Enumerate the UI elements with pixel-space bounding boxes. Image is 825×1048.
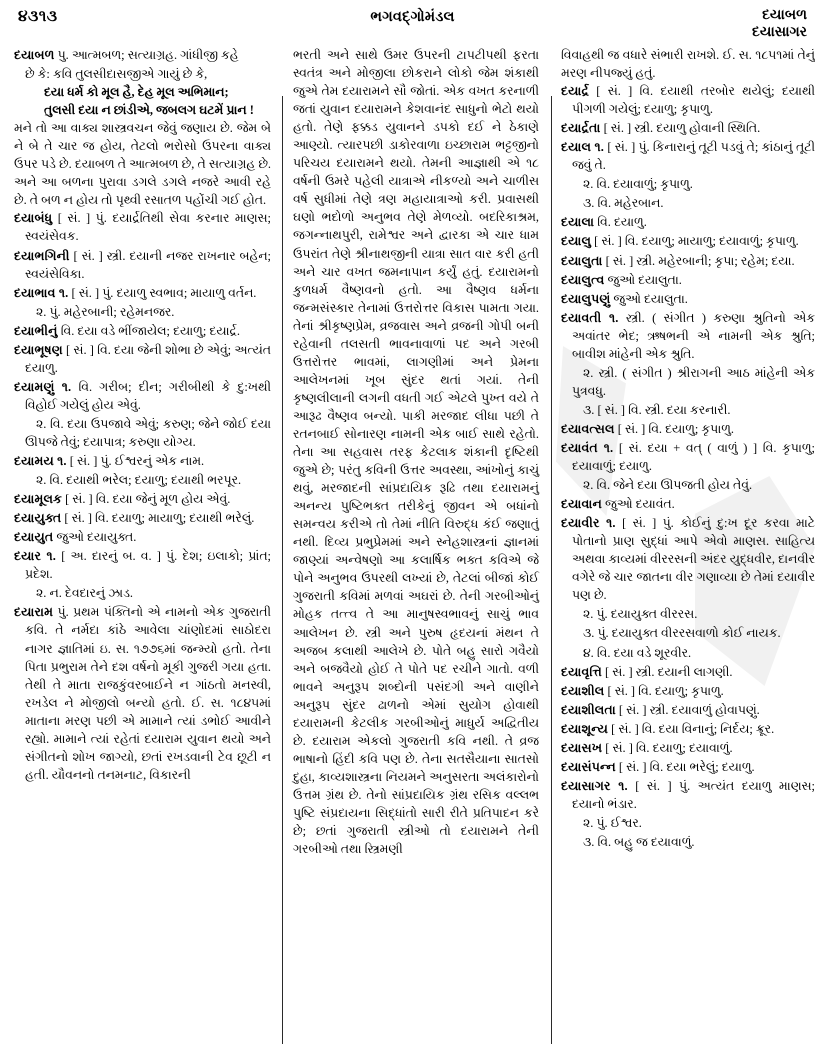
entry-headword[interactable]: દયાશૂન્ય: [561, 721, 609, 736]
entry-headword[interactable]: દયાલુ: [561, 234, 592, 249]
entry-headword[interactable]: દયાવાન: [561, 497, 602, 512]
dictionary-column-3: [550, 46, 815, 1048]
entry-headword[interactable]: દયાભગિની: [14, 248, 70, 263]
entry-definition: [ સં. ] વિ. દયા ભરેલું; દયાળુ.: [615, 759, 755, 774]
entry-headword[interactable]: દયામણું ૧.: [14, 379, 72, 394]
entry-headword[interactable]: દયારામ: [14, 605, 54, 620]
entry-definition: [ સં. ] વિ. દયા વિનાનું; નિર્દય; ક્રૂર.: [608, 721, 775, 736]
entry-sense: ૩. વિ. મહેરબાન.: [583, 196, 664, 211]
dictionary-entry: [561, 309, 815, 363]
entry-headword[interactable]: દયાયુત: [14, 530, 54, 545]
entry-definition: વિ. દયા વડે ભીંજાયેલ; દયાળુ; દયાર્દ્ર.: [57, 323, 240, 338]
dictionary-entry: [14, 322, 271, 340]
entry-headword[interactable]: દયાસંપન્ન: [561, 759, 616, 774]
entry-definition: [ સં. ] સ્ત્રી. દયાળુ હોવાની સ્થિતિ.: [600, 121, 761, 136]
dictionary-entry: [14, 209, 271, 245]
dictionary-entry: [14, 452, 271, 470]
dictionary-entry: [14, 284, 271, 302]
entry-sense: ૨. પું. મહેરબાની; રહેમનજર.: [36, 304, 175, 319]
guide-word-first: દયાબળ: [762, 8, 807, 23]
dictionary-entry: [561, 119, 815, 137]
entry-verse-line: તુલસી દયા ન છાંડીએ, જબલગ ઘટમેં પ્રાન !: [44, 103, 254, 118]
entry-headword[interactable]: દયાબંધુ: [14, 211, 53, 226]
entry-definition: જુઓ દયાયુક્ત.: [53, 530, 137, 545]
dictionary-entry: [14, 509, 271, 527]
dictionary-entry: [14, 490, 271, 508]
entry-citation-intro: છે કે: કવિ તુલસીદાસજીએ ગાયું છે કે,: [25, 67, 208, 82]
dictionary-entry: [14, 341, 271, 377]
entry-definition: [ સં. ] પું. દયાર્દ્રતિથી સેવા કરનાર માણસ; સ્વયંસેવક.: [25, 211, 271, 244]
entry-definition: [ સં. ] વિ. દયાળુ; માયાળુ; દયાવાળું; કૃપાળુ.: [591, 234, 799, 249]
entry-sense: ૨. પું. દયાયુક્ત વીરરસ.: [583, 607, 698, 622]
dictionary-entry: [561, 252, 815, 270]
entry-sense: ૪. વિ. દયા વડે શૂરવીર.: [583, 645, 692, 660]
entry-definition: [ સં. ] વિ. દયાળુ; માયાળુ; દયાથી ભરેલું.: [61, 511, 255, 526]
dictionary-column-1: [14, 46, 282, 1048]
entry-headword[interactable]: દયાભૂષણ: [14, 342, 63, 357]
entry-headword[interactable]: દયાવતી ૧.: [561, 310, 619, 325]
entry-sense: ૩. [ સં. ] વિ. સ્ત્રી. દયા કરનારી.: [583, 402, 731, 417]
dictionary-entry: [561, 758, 815, 776]
entry-sense: ૨. વિ. દયાથી ભરેલ; દયાળુ; દયાથી ભરપૂર.: [36, 473, 242, 488]
entry-prose: મને તો આ વાક્ય શાસ્ત્રવચન જેવું જણાય છે. જેમ બે ને બે તે ચાર જ હોય, તેટલો ભરોસો ઉપરના વાક્ય ઉપર પડે છે. દયાબળ તે આત્મબળ છે, તે સત્યાગ્રહ છે. અને આ બળના પુરાવા ડગલે ડગલે નજરે આવી રહે છે. તે બળ ન હોય તો પૃથ્વી રસાતળ પહોંચી ગઈ હોત.: [14, 121, 271, 208]
dictionary-entry: [561, 682, 815, 700]
entry-sense: ૨. વિ. જેને દયા ઊપજતી હોય તેવું.: [583, 478, 753, 493]
entry-definition: [ સં. ] પું. કિનારાનું તૂટી પડવું તે; કાંઠાનું તૂટી જવું તે.: [572, 140, 815, 173]
dictionary-entry: [561, 777, 815, 813]
entry-headword[interactable]: દયાલુત્વ: [561, 272, 605, 287]
dictionary-entry: [561, 495, 815, 513]
entry-headword[interactable]: દયાભાવ ૧.: [14, 285, 69, 300]
dictionary-entry: [561, 271, 815, 289]
entry-definition: [ સં. ] પું. ઈશ્વરનું એક નામ.: [66, 454, 205, 469]
entry-headword[interactable]: દયાલુપણું: [561, 291, 611, 306]
entry-headword[interactable]: દયાબળ: [14, 48, 55, 62]
page-columns: [0, 46, 825, 1048]
entry-definition: [ અ. દારનું બ. વ. ] પું. દેશ; ઇલાકો; પ્રાંત; પ્રદેશ.: [25, 549, 271, 582]
dictionary-entry: [561, 701, 815, 719]
entry-definition: [ સં. ] વિ. દયાળુ; દયાવાળું.: [602, 740, 733, 755]
page-running-head: [0, 0, 825, 46]
entry-headword[interactable]: દયાલ ૧.: [561, 140, 605, 155]
dictionary-entry: [561, 420, 815, 438]
entry-headword[interactable]: દયાલા: [561, 215, 595, 230]
entry-headword[interactable]: દયાયુક્ત: [14, 511, 62, 526]
entry-sense: ૨. વિ. દયાવાળું; કૃપાળુ.: [583, 177, 693, 192]
entry-sense: ૨. પું. ઈશ્વર.: [583, 815, 642, 830]
entry-headword[interactable]: દયાર્દ્ર: [561, 84, 590, 99]
entry-definition: [ સં. ] પું. દયાળુ સ્વભાવ; માયાળુ વર્તન.: [68, 285, 257, 300]
page-number: ૪૩૧૩: [18, 8, 58, 25]
entry-definition: જુઓ દયાવંત.: [601, 497, 675, 512]
guide-word-last: દયાસાગર: [752, 25, 807, 41]
entry-headword[interactable]: દયાભીનું: [14, 323, 58, 338]
entry-definition: પુ. આત્મબળ; સત્યાગ્રહ. ગાંધીજી કહે: [54, 48, 239, 62]
guide-words: [752, 7, 807, 41]
dictionary-entry: [14, 528, 271, 546]
entry-definition: [ સં. ] સ્ત્રી. મહેરબાની; કૃપા; રહેમ; દયા.: [602, 253, 795, 268]
entry-headword[interactable]: દયાલુતા: [561, 253, 603, 268]
dictionary-entry: [561, 82, 815, 118]
entry-headword[interactable]: દયાવત્સલ: [561, 421, 615, 436]
entry-definition: જુઓ દયાલુતા.: [610, 291, 688, 306]
dictionary-entry: [561, 514, 815, 604]
dictionary-entry: [561, 213, 815, 231]
entry-definition: વિ. ગરીબ; દીન; ગરીબીથી કે દુ:ખથી વિહોઈ ગયેલું હોય એવું.: [25, 379, 271, 412]
dictionary-entry: [561, 138, 815, 174]
entry-definition: [ સં. ] વિ. દયાથી તરબોર થયેલું; દયાથી પીગળી ગયેલું; દયાળુ; કૃપાળુ.: [572, 84, 815, 117]
entry-headword[interactable]: દયાવીર ૧.: [561, 516, 616, 531]
entry-headword[interactable]: દયાવંત ૧.: [561, 440, 614, 455]
dictionary-entry: [561, 232, 815, 250]
entry-definition: [ સં. ] પું. કોઈનું દુ:ખ દૂર કરવા માટે પોતાનો પ્રાણ સુદ્ધાં આપે એવો માણસ. સાહિત્ય અથવા કાવ્યમાં વીરરસની અંદર યુદ્ધવીર, દાનવીર વગેરે જે ચાર જાતના વીર ગણાવ્યા છે તેમાં દયાવીર પણ છે.: [572, 516, 815, 603]
entry-definition: [ સં. ] વિ. દયાળુ; કૃપાળુ.: [614, 421, 735, 436]
dictionary-entry: [561, 720, 815, 738]
entry-sense: ૩. પું. દયાયુક્ત વીરરસવાળો કોઈ નાયક.: [583, 626, 781, 641]
entry-sense: ૨. ન. દેવદારનું ઝાડ.: [36, 586, 133, 601]
entry-definition: વિ. દયાળુ.: [594, 215, 647, 230]
entry-definition: [ સં. દયા + વત્ ( વાળું ) ] વિ. કૃપાળુ; દયાવાળું; દયાળુ.: [572, 440, 815, 474]
entry-verse-line: દયા ધર્મ કો મૂલ હૈ, દેહ મૂલ અભિમાન;: [44, 85, 229, 100]
entry-headword[interactable]: દયાર ૧.: [14, 549, 57, 564]
entry-headword[interactable]: દયાસાગર ૧.: [561, 778, 628, 793]
entry-definition: પું. પ્રથમ પંક્તિનો એ નામનો એક ગુજરાતી કવિ. તે નર્મદા કાંઠે આવેલા ચાંણોદમાં સાઠોદરા નાગર જ્ઞાતિમાં ઇ. સ. ૧૭૭૬માં જન્મ્યો હતો. તેના પિતા પ્રભુરામ તેને દશ વર્ષનો મૂકી ગુજરી ગયા હતા. તેથી તે માતા રાજકુંવરબાઈને ન ગાંઠતો મનસ્વી, રખડેલ ને મોજીલો બન્યો હતો. ઈ. સ. ૧૮૪૫માં માતાના મરણ પછી એ મામાને ત્યાં ડભોઈ આવીને રહ્યો. મામાને ત્યાં રહેતાં દયારામ યુવાન થયો અને સંગીતનો શોખ જાગ્યો, છતાં રખડવાની ટેવ છૂટી ન હતી. યૌવનનો તનમનાટ, વિકારની: [25, 605, 271, 782]
entry-definition: સ્ત્રી. ( સંગીત ) કરુણા શ્રુતિનો એક અવાંતર ભેદ; ઋષભની એ નામની એક શ્રુતિ; બાવીશ માંહેની એક શ્રુતિ.: [572, 310, 815, 361]
dictionary-column-2: [282, 46, 550, 1048]
dictionary-entry: [14, 378, 271, 414]
article-prose-continued: ભરતી અને સાથે ઉમર ઉપરની ટાપટીપથી ફરતા સ્વતંત્ર અને મોજીલા છોકરાને લોકો જેમ શંકાથી જુએ તેમ દયારામને સૌ જોતાં. એક વખત કરનાળી જતાં યુવાન દયારામને કેશવાનંદ સાધુનો ભેટો થયો હતો. તેણે ફક્કડ યુવાનને ડપકો દઈ ને ઠેકાણે આણ્યો. ત્યારપછી ડાકોરવાળા ઇચ્છારામ ભટ્ટજીનો પરિચય દયારામને થયો. તેમની આજ્ઞાથી એ ૧૮ વર્ષની ઉમરે પહેલી યાત્રાએ નીકળ્યો અને ચાળીસ વર્ષ સુધીમાં તેણે ત્રણ મહાયાત્રાઓ કરી. પ્રવાસથી ઘણો ભદોળો અનુભવ તેણે મેળવ્યો. બદરિકાશ્રમ, જગન્નાથપુરી, રામેશ્વર અને દ્વારકા એ ચાર ધામ ઉપરાંત તેણે શ્રીનાથજીની યાત્રા સાત વાર કરી હતી અને ચાર વખત જમનાપાન કર્યું હતું. દયારામનો કુળધર્મ વૈષ્ણવનો હતો. આ વૈષ્ણવ ધર્મના જન્મસંસ્કાર તેનામાં ઉત્તરોત્તર વિકાસ પામતા ગયા. તેનાં શ્રીકૃષ્ણપ્રેમ, વ્રજવાસ અને વ્રજની ગોપી બની રહેવાની તલસતી ભાવનાવાળાં પદ અને ગરબી ઉત્તરોત્તર ભાવમાં, લાગણીમાં અને પ્રેમના આલેખનમાં ખૂબ સુંદર થતાં ગયાં. તેની કૃષ્ણલીલાની લગની વધતી ગઈ એટલે પુખ્ત વયે તે આરૂઢ વૈષ્ણવ બન્યો. પાકી મરજાદ લીધા પછી તે રતનબાઈ સોનારણ નામની એક બાઈ સાથે રહેતો. તેના આ સહવાસ તરફ કેટલાક શંકાની દૃષ્ટિથી જુએ છે; પરંતુ કવિની ઉત્તર અવસ્થા, આંખોનું કાચું થવું, મરજાદની સાંપ્રદાયિક રૂઢિ તથા દયારામનું અનન્ય પુષ્ટિભક્ત તરીકેનું જીવન એ બધાંનો સમન્વય કરીએ તો તેમાં નીતિ વિરુદ્ધ કંઈ જણાતું નથી. દિવ્ય પ્રભુપ્રેમમાં અને સ્નેહશાસ્ત્રનાં જ્ઞાનમાં જાણ્યાં અન્વેષણો આ કલાર્ષિક ભક્ત કવિએ જે પોને અનુભવ ઉપરથી લખ્યાં છે, તેટલાં બીજાં કોઈ ગુજરાતી કવિમાં મળવાં અઘરાં છે. તેની ગરબીઓનું મોહક તત્ત્વ તે આ માનુષસ્વભાવનું સાચું ભાવ આલેખન છે. સ્ત્રી અને પુરુષ હૃદયનાં મંથન તે અજબ કલાથી આલેખે છે. પોતે બહુ સારો ગવૈયો અને બજવૈયો હોઈ તે પોતે પદ રચીને ગાતો. વળી ભાવને અનુરૂપ શબ્દોની પસંદગી અને વાણીને અનુરૂપ સુંદર ઢાળનો એમાં સુયોગ હોવાથી દયારામની કેટલીક ગરબીઓનું માધુર્ય અદ્વિતીય છે. દયારામ એકલો ગુજરાતી કવિ નથી. તે વ્રજ ભાષાનો હિંદી કવિ પણ છે. તેના સતસૈયાના સાતસો દુહા, કાવ્યશાસ્ત્રના નિયમને અનુસરતા અલંકારોનો ઉત્તમ ગ્રંથ છે. તેનો સાંપ્રદાયિક ગ્રંથ રસિક વલ્લભ પુષ્ટિ સંપ્રદાયના સિદ્ધાંતો સારી રીતે પ્રતિપાદન કરે છે; છતાં ગુજરાતી સ્ત્રીઓ તો દયારામને તેની ગરબીઓ તથા સ્ત્રિમણી: [293, 48, 539, 857]
entry-definition: [ સં. ] સ્ત્રી. દયાની નજર રાખનાર બહેન; સ્વયંસેવિકા.: [25, 248, 271, 281]
dictionary-entry: [561, 290, 815, 308]
entry-sense: ૨. વિ. દયા ઉપજાવે એવું; કરુણ; જેને જોઈ દયા ઊપજે તેવું; દયાપાત્ર; કરુણા યોગ્ય.: [25, 416, 271, 449]
entry-headword[interactable]: દયામૂલક: [14, 492, 62, 507]
dictionary-entry: [14, 46, 271, 64]
entry-definition: [ સં. ] સ્ત્રી. દયાની લાગણી.: [601, 664, 733, 679]
entry-headword[interactable]: દયાશીલતા: [561, 702, 616, 717]
entry-sense: ૩. વિ. બહુ જ દયાવાળું.: [583, 834, 695, 849]
entry-definition: [ સં. ] વિ. દયા જેની શોભા છે એવું; અત્યંત દયાળુ.: [25, 342, 271, 375]
dictionary-entry: [14, 247, 271, 283]
dictionary-entry: [14, 547, 271, 583]
dictionary-entry: [561, 663, 815, 681]
entry-definition: જુઓ દયાલુતા.: [604, 272, 682, 287]
entry-definition: [ સં. ] પું. અત્યંત દયાળુ માણસ; દયાનો ભંડાર.: [572, 778, 815, 811]
dictionary-entry: [561, 439, 815, 475]
dictionary-entry: [561, 739, 815, 757]
entry-headword[interactable]: દયાસખ: [561, 740, 603, 755]
entry-headword[interactable]: દયાર્દ્રતા: [561, 121, 601, 136]
entry-headword[interactable]: દયામય ૧.: [14, 454, 67, 469]
dictionary-entry: [14, 603, 271, 783]
entry-headword[interactable]: દયાવૃત્તિ: [561, 664, 602, 679]
entry-sense: ૨. સ્ત્રી. ( સંગીત ) શ્રીરાગની આઠ માંહેની એક પુત્રવધુ.: [572, 365, 815, 398]
entry-definition: [ સં. ] સ્ત્રી. દયાવાળું હોવાપણું.: [615, 702, 760, 717]
entry-definition: [ સં. ] વિ. દયા જેનું મૂળ હોય એવું.: [61, 492, 231, 507]
article-prose-continued: વિવાહથી જ વધારે સંભારી રાખશે. ઈ. સ. ૧૮૫૧માં તેનું મરણ નીપજ્યું હતું.: [561, 48, 815, 81]
entry-headword[interactable]: દયાશીલ: [561, 683, 605, 698]
entry-definition: [ સં. ] વિ. દયાળુ; કૃપાળુ.: [604, 683, 724, 698]
book-title: ભગવદ્ગોમંડલ: [370, 9, 455, 25]
